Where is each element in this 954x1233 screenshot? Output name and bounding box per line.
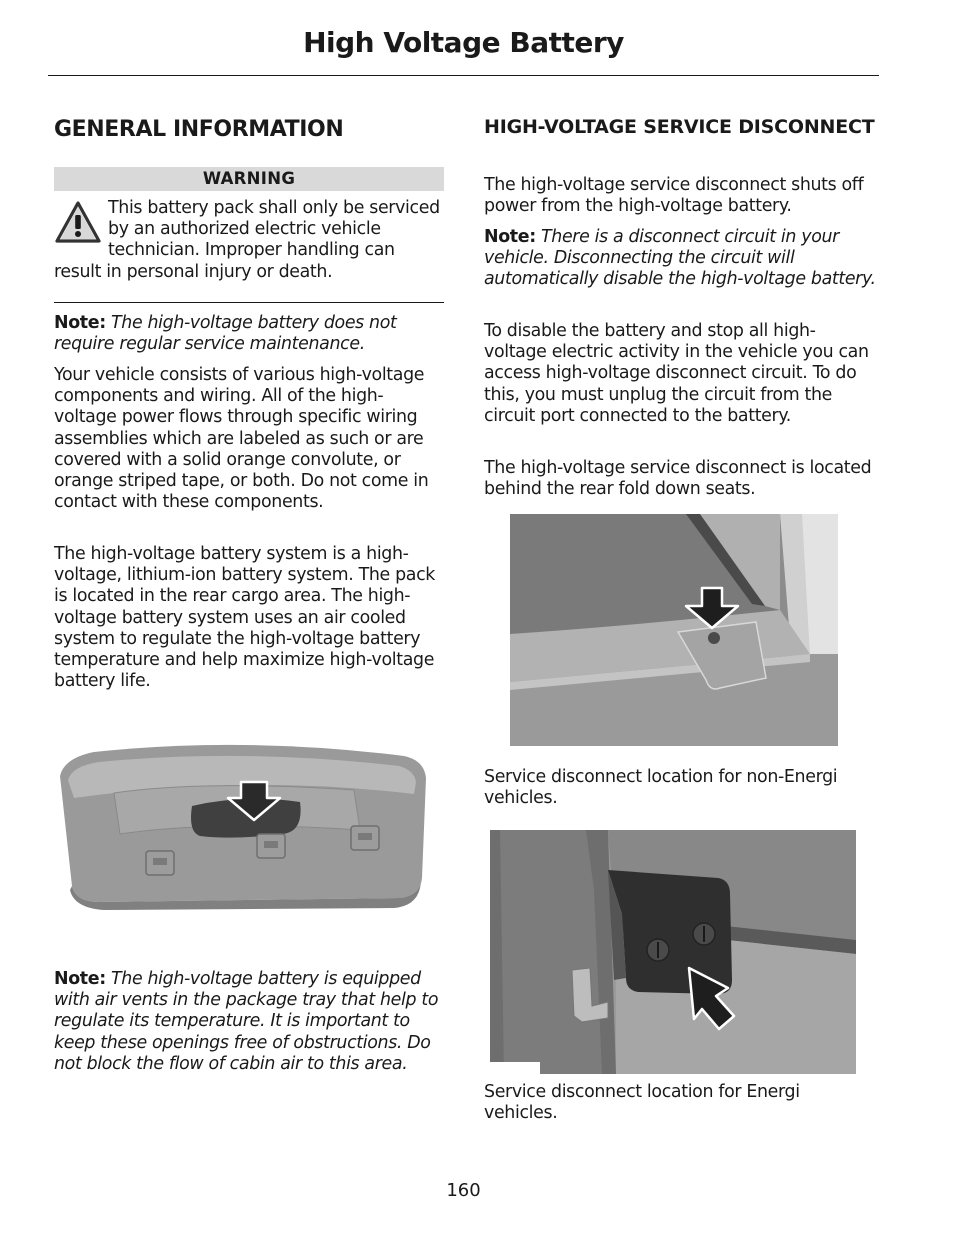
body-paragraph: The high-voltage battery system is a high-voltage, lithium-ion battery system. The pack is located in the rear cargo area. The high-voltage battery system uses an air cooled system to regulate the high-voltage battery temperature and help maximize high-voltage battery life. bbox=[54, 544, 436, 692]
note-disconnect-circuit bbox=[484, 227, 876, 291]
warning-label: WARNING bbox=[54, 167, 444, 191]
paragraph-disable-battery bbox=[484, 321, 876, 427]
warning-body bbox=[54, 198, 444, 294]
body-paragraph: Your vehicle consists of various high-voltage components and wiring. All of the high-voltage power flows through specific wiring assemblies which are labeled as such or are covered with a solid orange convolute, or orange striped tape, or both. Do not come in contact with these components. bbox=[54, 365, 429, 513]
warning-triangle-icon bbox=[54, 200, 102, 246]
title-divider bbox=[48, 75, 879, 76]
note-text: The high-voltage battery does not require regular service maintenance. bbox=[54, 313, 397, 355]
section-heading-general-information: GENERAL INFORMATION bbox=[54, 117, 344, 142]
note-text: The high-voltage battery is equipped with air vents in the package tray that help to regulate its temperature. It is important to keep these openings free of obstructions. Do not block the flow of cabin air to this area. bbox=[54, 969, 439, 1074]
note-label: Note: bbox=[54, 969, 106, 989]
warning-block bbox=[54, 167, 444, 303]
paragraph-disconnect-intro bbox=[484, 175, 876, 217]
package-tray-figure bbox=[54, 738, 444, 913]
warning-divider bbox=[54, 302, 444, 303]
figure-caption: Service disconnect location for non-Energi vehicles. bbox=[484, 767, 838, 809]
page-number: 160 bbox=[446, 1180, 481, 1201]
general-information-heading-block bbox=[54, 117, 444, 142]
page-title: High Voltage Battery bbox=[303, 26, 624, 59]
service-disconnect-heading-block bbox=[484, 117, 876, 138]
warning-text: This battery pack shall only be serviced by an authorized electric vehicle technician. Improper handling can result in personal injury or death. bbox=[54, 198, 440, 282]
caption-energi bbox=[484, 1082, 876, 1124]
note-label: Note: bbox=[54, 313, 106, 333]
paragraph-location bbox=[484, 458, 876, 500]
body-paragraph: The high-voltage service disconnect is located behind the rear fold down seats. bbox=[484, 458, 872, 500]
figure-caption: Service disconnect location for Energi vehicles. bbox=[484, 1082, 800, 1124]
non-energi-disconnect-figure bbox=[510, 514, 838, 746]
body-paragraph: To disable the battery and stop all high-voltage electric activity in the vehicle you can access high-voltage disconnect circuit. To do this, you must unplug the circuit from the circuit port connected to the battery. bbox=[484, 321, 869, 426]
energi-disconnect-figure bbox=[490, 830, 856, 1074]
note-maintenance bbox=[54, 313, 444, 355]
note-air-vents bbox=[54, 969, 444, 1075]
paragraph-components bbox=[54, 365, 444, 513]
note-text: There is a disconnect circuit in your vehicle. Disconnecting the circuit will automatically disable the high-voltage battery. bbox=[484, 227, 876, 290]
note-label: Note: bbox=[484, 227, 536, 247]
paragraph-battery-system bbox=[54, 544, 444, 692]
caption-non-energi bbox=[484, 767, 876, 809]
body-paragraph: The high-voltage service disconnect shuts off power from the high-voltage battery. bbox=[484, 175, 864, 217]
section-heading-service-disconnect: HIGH-VOLTAGE SERVICE DISCONNECT bbox=[484, 116, 875, 138]
